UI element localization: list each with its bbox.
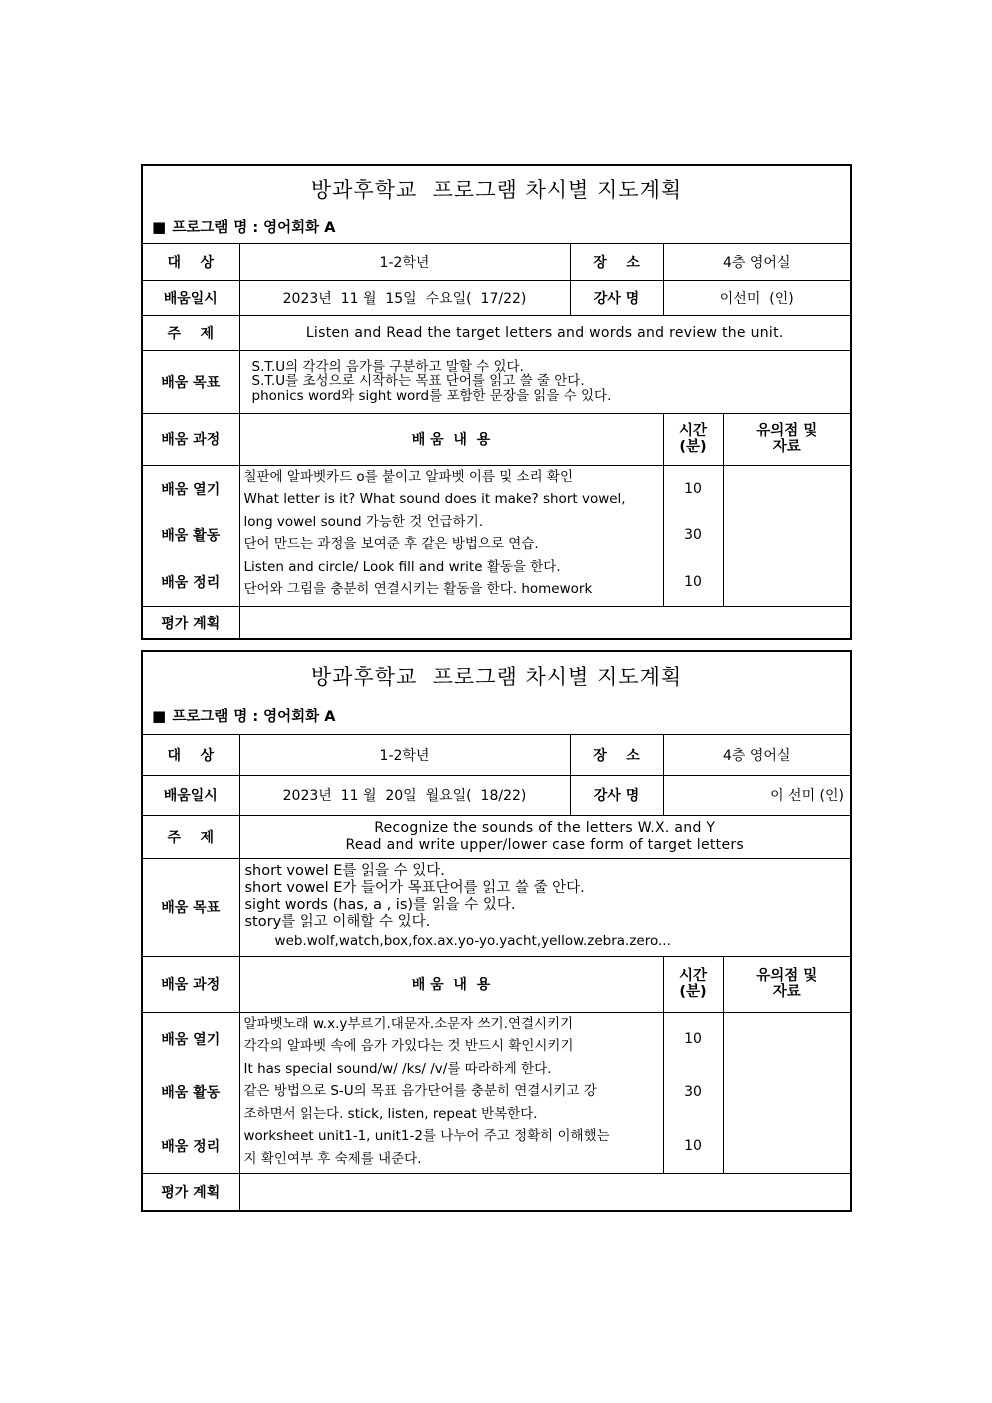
program-name bbox=[152, 705, 335, 726]
step-label: 배움 열기 bbox=[161, 1032, 221, 1049]
place-value: 4층 영어실 bbox=[663, 735, 850, 775]
time-value: 10 bbox=[684, 574, 702, 591]
place-value: 4층 영어실 bbox=[663, 244, 850, 280]
target-value: 1-2학년 bbox=[239, 244, 570, 280]
time-label bbox=[663, 413, 723, 465]
goal-line: short vowel E가 들어가 목표단어를 읽고 쓸 줄 안다. bbox=[244, 880, 585, 896]
goal-value bbox=[239, 350, 850, 413]
time-value: 10 bbox=[684, 1031, 702, 1048]
time-value: 30 bbox=[684, 527, 702, 544]
target-value: 1-2학년 bbox=[239, 735, 570, 775]
notes-label-line: 자료 bbox=[772, 439, 801, 455]
teacher-label: 강사 명 bbox=[570, 775, 663, 815]
content-line: It has special sound/w/ /ks/ /v/를 따라하게 한다. bbox=[243, 1060, 552, 1077]
goal-line: web.wolf,watch,box,fox.ax.yo-yo.yacht,yellow.zebra.zero... bbox=[244, 933, 671, 949]
time-label-line: (분) bbox=[679, 984, 707, 1000]
date-value: 2023년 11 월 15일 수요일( 17/22) bbox=[239, 280, 570, 315]
target-label: 대 상 bbox=[143, 735, 239, 775]
lesson-plan-2 bbox=[141, 650, 852, 1212]
eval-label: 평가 계획 bbox=[143, 1173, 239, 1211]
goal-line: S.T.U를 초성으로 시작하는 목표 단어를 읽고 쓸 줄 안다. bbox=[251, 373, 585, 390]
date-label: 배움일시 bbox=[143, 280, 239, 315]
eval-value bbox=[239, 1173, 850, 1211]
teacher-name: 이 선미 (인) bbox=[770, 788, 844, 804]
date-label: 배움일시 bbox=[143, 775, 239, 815]
time-label-line: 시간 bbox=[678, 423, 707, 439]
lesson-plan-1 bbox=[141, 164, 852, 640]
content-cell bbox=[239, 1012, 663, 1173]
process-label: 배움 과정 bbox=[143, 956, 239, 1012]
plan-table bbox=[143, 735, 850, 1211]
notes-label-line: 유의점 및 bbox=[756, 423, 818, 439]
steps-cell bbox=[143, 1012, 239, 1173]
content-line: worksheet unit1-1, unit1-2를 나누어 주고 정확히 이해했는 bbox=[243, 1128, 610, 1144]
notes-label-line: 자료 bbox=[772, 984, 801, 1000]
time-label-line: 시간 bbox=[678, 968, 707, 984]
process-label: 배움 과정 bbox=[143, 413, 239, 465]
teacher-value bbox=[663, 775, 850, 815]
content-line: What letter is it? What sound does it make? short vowel, bbox=[243, 491, 626, 507]
content-line: 단어 만드는 과정을 보여준 후 같은 방법으로 연습. bbox=[243, 536, 539, 552]
plan-title: 방과후학교 프로그램 차시별 지도계획 bbox=[310, 665, 683, 689]
step-label: 배움 활동 bbox=[161, 528, 221, 545]
content-label: 배 움 내 용 bbox=[239, 956, 663, 1012]
goal-line: S.T.U의 각각의 음가를 구분하고 말할 수 있다. bbox=[251, 358, 524, 375]
time-value: 10 bbox=[684, 1137, 702, 1154]
content-line: 단어와 그림을 충분히 연결시키는 활동을 한다. homework bbox=[243, 581, 593, 597]
times-cell bbox=[663, 465, 723, 606]
place-label: 장 소 bbox=[570, 244, 663, 280]
date-value: 2023년 11 월 20일 월요일( 18/22) bbox=[239, 775, 570, 815]
notes-cell bbox=[723, 1012, 850, 1173]
goal-label: 배움 목표 bbox=[143, 858, 239, 956]
goal-line: sight words (has, a , is)를 읽을 수 있다. bbox=[244, 897, 516, 913]
square-bullet-icon: ■ bbox=[152, 707, 167, 725]
topic-value: Listen and Read the target letters and words and review the unit. bbox=[239, 315, 850, 350]
time-label bbox=[663, 956, 723, 1012]
content-line: 조하면서 읽는다. stick, listen, repeat 반복한다. bbox=[243, 1105, 538, 1122]
content-line: 알파벳노래 w.x.y부르기.대문자.소문자 쓰기.연결시키기 bbox=[243, 1015, 574, 1032]
notes-label-line: 유의점 및 bbox=[756, 968, 818, 984]
step-label: 배움 열기 bbox=[161, 481, 221, 498]
eval-value bbox=[239, 606, 850, 640]
topic-label: 주 제 bbox=[143, 315, 239, 350]
goal-line: phonics word와 sight word를 포함한 문장을 읽을 수 있다. bbox=[251, 387, 612, 404]
goal-label: 배움 목표 bbox=[143, 350, 239, 413]
step-label: 배움 정리 bbox=[161, 575, 221, 592]
square-bullet-icon: ■ bbox=[152, 218, 167, 236]
plan-table bbox=[143, 244, 850, 640]
teacher-name: 이선미 (인) bbox=[719, 290, 794, 307]
times-cell bbox=[663, 1012, 723, 1173]
target-label: 대 상 bbox=[143, 244, 239, 280]
content-line: 칠판에 알파벳카드 o를 붙이고 알파벳 이름 및 소리 확인 bbox=[243, 468, 573, 485]
topic-line: Read and write upper/lower case form of target letters bbox=[345, 836, 745, 853]
program-name bbox=[152, 216, 335, 237]
teacher-value bbox=[663, 280, 850, 315]
topic-value bbox=[239, 815, 850, 858]
plan-header bbox=[143, 652, 850, 735]
content-label: 배 움 내 용 bbox=[239, 413, 663, 465]
step-label: 배움 정리 bbox=[161, 1138, 221, 1155]
plan-header bbox=[143, 166, 850, 244]
time-label-line: (분) bbox=[679, 439, 707, 455]
place-label: 장 소 bbox=[570, 735, 663, 775]
content-line: Listen and circle/ Look fill and write 활동을 한다. bbox=[243, 558, 561, 575]
content-line: long vowel sound 가능한 것 언급하기. bbox=[243, 513, 484, 530]
notes-label bbox=[723, 956, 850, 1012]
notes-cell bbox=[723, 465, 850, 606]
topic-label: 주 제 bbox=[143, 815, 239, 858]
time-value: 10 bbox=[684, 480, 702, 497]
notes-label bbox=[723, 413, 850, 465]
goal-line: short vowel E를 읽을 수 있다. bbox=[244, 863, 445, 879]
program-name-text: 프로그램 명 : 영어회화 A bbox=[172, 220, 336, 236]
step-label: 배움 활동 bbox=[161, 1085, 221, 1102]
topic-line: Recognize the sounds of the letters W.X. and Y bbox=[374, 819, 716, 836]
program-name-text: 프로그램 명 : 영어회화 A bbox=[172, 709, 336, 725]
content-line: 각각의 알파벳 속에 음가 가있다는 것 반드시 확인시키기 bbox=[243, 1038, 574, 1054]
time-value: 30 bbox=[684, 1084, 702, 1101]
plan-title: 방과후학교 프로그램 차시별 지도계획 bbox=[310, 178, 683, 202]
teacher-label: 강사 명 bbox=[570, 280, 663, 315]
steps-cell bbox=[143, 465, 239, 606]
goal-line: story를 읽고 이해할 수 있다. bbox=[244, 914, 431, 930]
content-line: 같은 방법으로 S-U의 목표 음가단어를 충분히 연결시키고 강 bbox=[243, 1083, 597, 1099]
eval-label: 평가 계획 bbox=[143, 606, 239, 640]
content-cell bbox=[239, 465, 663, 606]
content-line: 지 확인여부 후 숙제를 내준다. bbox=[243, 1150, 422, 1167]
goal-value bbox=[239, 858, 850, 956]
